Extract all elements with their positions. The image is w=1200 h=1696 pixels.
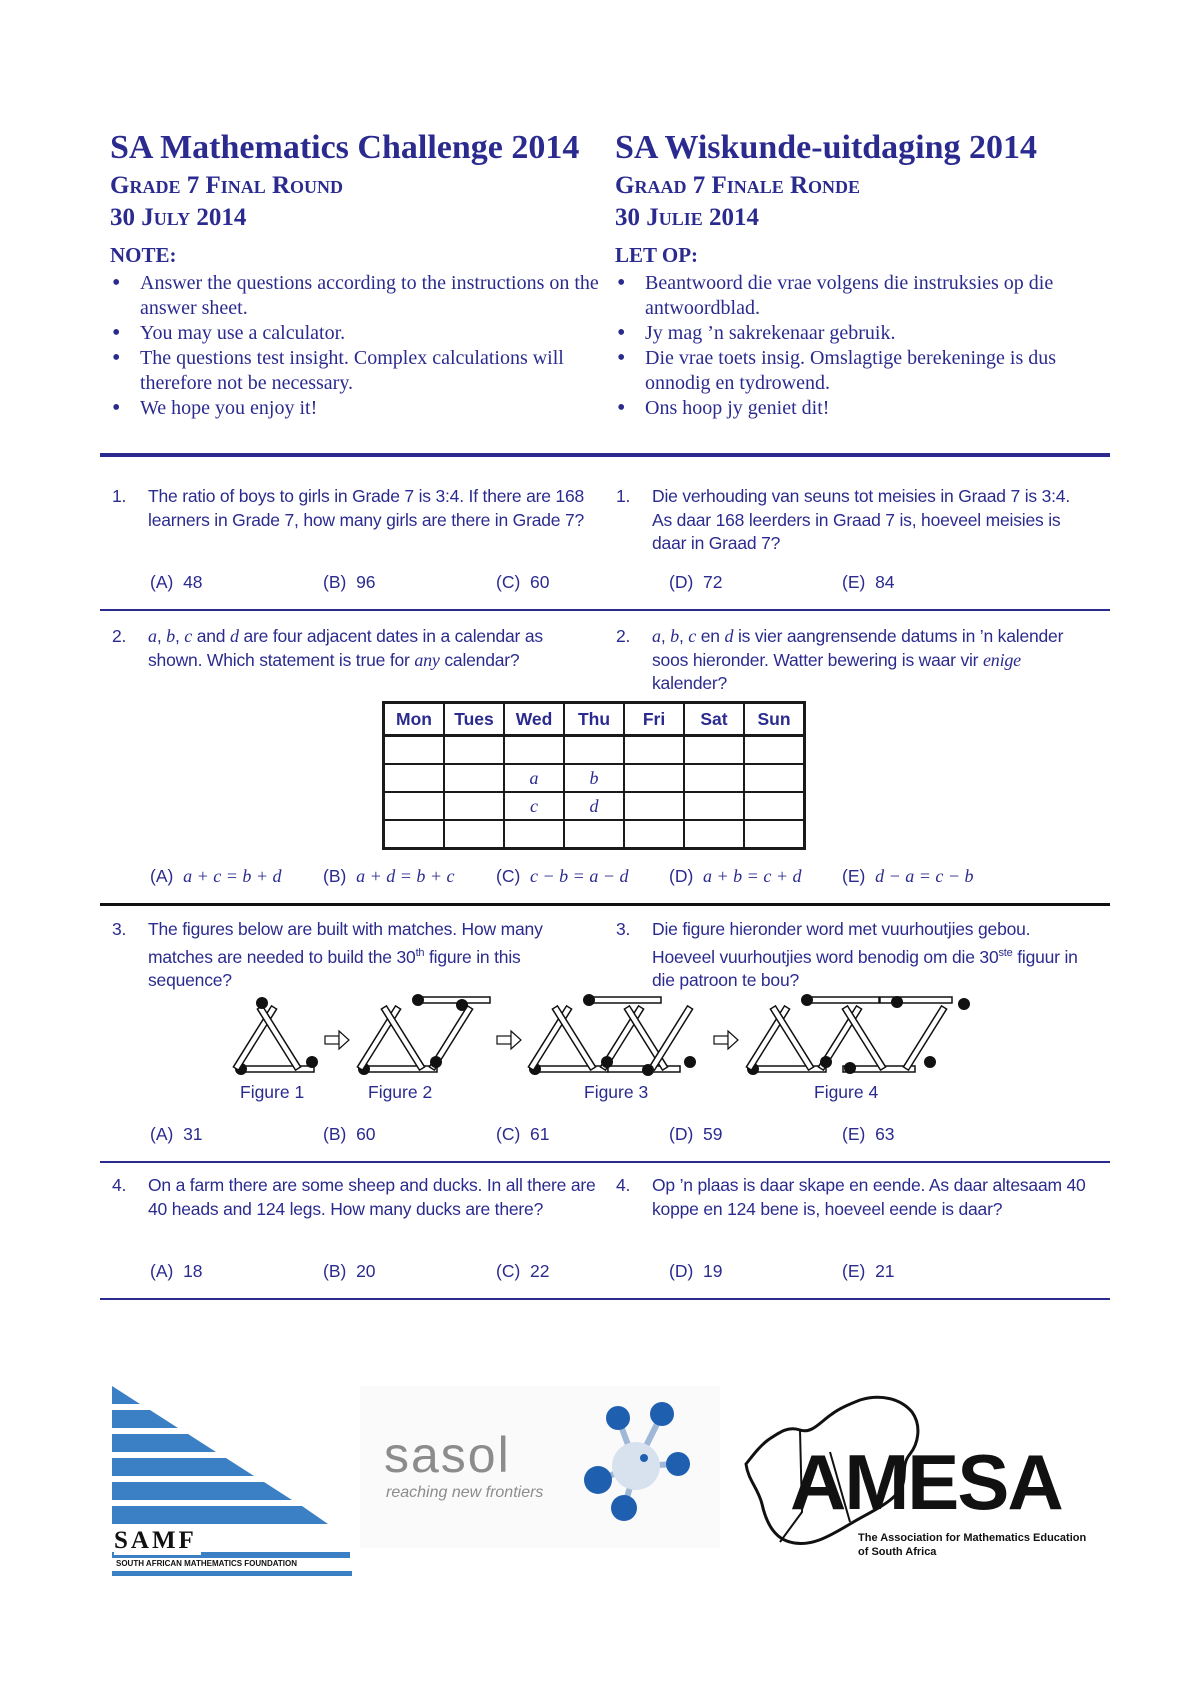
option-value: 19 [703,1261,723,1281]
calendar-header-row [384,703,805,736]
var-b: b [670,626,679,646]
round-afrikaans: Graad 7 Finale Ronde [615,172,861,199]
option-c[interactable] [496,572,550,593]
option-value: 22 [530,1261,550,1281]
option-d[interactable] [669,1261,723,1282]
option-d[interactable] [669,866,801,887]
option-d[interactable] [669,1124,723,1145]
calendar-cell [744,764,805,792]
question-text [616,918,1096,992]
amesa-tagline-2: of South Africa [858,1546,937,1558]
text-part: figuur in die patroon te bou? [652,946,1078,990]
option-label: (C) [496,866,521,886]
figure-2-label: Figure 2 [368,1082,433,1102]
question-3-afrikaans [616,918,1096,992]
amesa-wordmark: AMESA [790,1438,1062,1526]
calendar-cell [624,736,684,765]
calendar-cell [444,736,504,765]
option-e[interactable] [842,572,895,593]
option-value: d − a = c − b [875,866,974,886]
option-b[interactable] [323,1261,376,1282]
calendar-cell [624,820,684,849]
ordinal-suffix: ste [998,946,1013,959]
calendar-cell: b [564,764,624,792]
figure-1-label: Figure 1 [240,1082,305,1102]
var-a: a [148,626,157,646]
question-1-options [150,572,1050,596]
calendar-cell [504,736,564,765]
date-english: 30 July 2014 [110,204,247,231]
title-english: SA Mathematics Challenge 2014 [110,129,580,166]
option-label: (A) [150,1261,174,1281]
question-1-english [112,485,592,532]
arrow-right-icon [497,1031,521,1049]
option-value: 72 [703,572,723,592]
text-part: The figures below are built with matches. How many matches are needed to build the 30 [148,919,543,967]
option-label: (B) [323,1124,347,1144]
question-text: Op ’n plaas is daar skape en eende. As daar altesaam 40 koppe en 124 bene is, hoeveel eende is daar? [652,1175,1086,1219]
calendar-cell [744,736,805,765]
option-a[interactable] [150,866,282,887]
amesa-logo [740,1392,1090,1592]
option-a[interactable] [150,572,203,593]
option-c[interactable] [496,1124,550,1145]
option-c[interactable] [496,866,628,887]
note-item: • We hope you enjoy it! [110,396,600,421]
sasol-logo [360,1386,720,1548]
notes-english [110,271,600,421]
calendar-cell [444,820,504,849]
question-2-options [150,866,1050,890]
option-label: (B) [323,1261,347,1281]
calendar-cell [444,764,504,792]
option-label: (E) [842,572,866,592]
option-label: (E) [842,1124,866,1144]
question-4-afrikaans [616,1174,1106,1221]
option-value: 31 [183,1124,203,1144]
day-header: Wed [504,703,564,736]
option-value: a + c = b + d [183,866,282,886]
calendar-cell [504,820,564,849]
question-number: 1. [616,486,631,506]
samf-tagline: SOUTH AFRICAN MATHEMATICS FOUNDATION [116,1559,298,1568]
option-label: (D) [669,1261,694,1281]
day-header: Fri [624,703,684,736]
calendar-row [384,820,805,849]
day-header: Mon [384,703,445,736]
option-label: (A) [150,1124,174,1144]
question-number: 3. [112,919,127,939]
option-label: (C) [496,1261,521,1281]
question-number: 4. [616,1175,631,1195]
option-value: 60 [356,1124,376,1144]
question-number: 2. [112,626,127,646]
question-divider [100,903,1110,906]
calendar-cell [684,820,744,849]
text-part: , [156,626,167,646]
ordinal-suffix: th [415,946,425,959]
question-3-english [112,918,592,992]
sasol-molecule-icon [578,1396,698,1526]
title-afrikaans: SA Wiskunde-uitdaging 2014 [615,129,1038,166]
option-value: 20 [356,1261,376,1281]
question-1-afrikaans [616,485,1091,556]
option-value: c − b = a − d [530,866,629,886]
calendar-cell [384,820,445,849]
question-4-english [112,1174,597,1221]
note-item: • Answer the questions according to the instructions on the answer sheet. [110,271,600,321]
calendar-cell [684,764,744,792]
text-part: , [660,626,671,646]
option-b[interactable] [323,572,376,593]
calendar-row [384,736,805,765]
matchstick-figures [0,990,1200,1090]
option-e[interactable] [842,1261,895,1282]
calendar-cell [564,736,624,765]
calendar-cell: a [504,764,564,792]
var-c: c [688,626,697,646]
calendar-table [382,701,806,850]
option-c[interactable] [496,1261,550,1282]
calendar-cell [744,820,805,849]
text-part: , [678,626,689,646]
figure-3-drawing [528,994,696,1076]
question-text: On a farm there are some sheep and ducks. In all there are 40 heads and 124 legs. How many ducks are there? [148,1175,596,1219]
text-part: is vier aangrensende datums in ’n kalender soos hieronder. Watter bewering is waar vir [652,626,1064,670]
figure-1-drawing [233,997,318,1075]
figure-4-drawing [746,994,970,1075]
sasol-tagline: reaching new frontiers [386,1484,544,1501]
option-value: a + b = c + d [703,866,802,886]
var-d: d [230,626,239,646]
option-a[interactable] [150,1124,203,1145]
header-english [110,128,600,421]
calendar-cell [384,764,445,792]
option-value: 18 [183,1261,203,1281]
amesa-tagline-1: The Association for Mathematics Education [858,1532,1087,1544]
calendar-cell [384,736,445,765]
figure-4-label: Figure 4 [814,1082,879,1102]
var-a: a [652,626,661,646]
option-value: 63 [875,1124,895,1144]
option-value: 48 [183,572,203,592]
question-number: 2. [616,626,631,646]
var-c: c [184,626,193,646]
question-text: The ratio of boys to girls in Grade 7 is 3:4. If there are 168 learners in Grade 7, how many girls are there in Grade 7? [148,486,585,530]
note-item: • The questions test insight. Complex calculations will therefore not be necessary. [110,346,600,396]
figure-3-label: Figure 3 [584,1082,649,1102]
note-item: • Jy mag ’n sakrekenaar gebruik. [615,321,1080,346]
option-e[interactable] [842,866,974,887]
calendar-row [384,792,805,820]
option-value: 21 [875,1261,895,1281]
day-header: Sun [744,703,805,736]
question-number: 3. [616,919,631,939]
notes-afrikaans [615,271,1080,421]
option-label: (B) [323,866,347,886]
header-afrikaans [615,128,1095,421]
text-part: Die figure hieronder word met vuurhoutjies gebou. Hoeveel vuurhoutjies word benodig om die 30 [652,919,1031,967]
calendar-cell [744,792,805,820]
note-item: • Ons hoop jy geniet dit! [615,396,1080,421]
text-part: and [192,626,231,646]
date-afrikaans: 30 Julie 2014 [615,204,760,231]
arrow-right-icon [714,1031,738,1049]
emphasis: enige [982,649,1021,670]
option-label: (A) [150,866,174,886]
calendar-row [384,764,805,792]
option-value: 84 [875,572,895,592]
option-e[interactable] [842,1124,895,1145]
var-d: d [724,626,734,646]
option-a[interactable] [150,1261,203,1282]
calendar-cell [684,736,744,765]
question-divider [100,1161,1110,1163]
calendar-cell: c [504,792,564,820]
question-2-afrikaans [616,625,1096,696]
option-value: 96 [356,572,376,592]
text-part: en [696,626,725,646]
note-label-afrikaans: LET OP: [615,243,699,267]
question-text [616,625,1096,696]
samf-logo [112,1386,352,1582]
page-end-divider [100,1298,1110,1300]
header-divider [100,453,1110,457]
calendar-cell [564,820,624,849]
text-part: figure in this sequence? [148,946,521,990]
calendar-cell [444,792,504,820]
text-part: kalender? [652,673,728,693]
question-3-options [150,1124,1050,1148]
calendar-table-wrap [382,701,806,850]
note-item: • Beantwoord die vrae volgens die instruksies op die antwoordblad. [615,271,1080,321]
option-value: a + d = b + c [356,866,455,886]
sasol-wordmark: sasol [384,1427,511,1483]
calendar-cell: d [564,792,624,820]
option-label: (D) [669,866,694,886]
calendar-cell [624,792,684,820]
day-header: Tues [444,703,504,736]
figure-2-drawing [357,994,490,1075]
calendar-cell [684,792,744,820]
option-value: 61 [530,1124,550,1144]
question-number: 1. [112,486,127,506]
var-b: b [166,626,175,646]
option-label: (C) [496,572,521,592]
samf-name: SAMF [114,1527,201,1555]
option-label: (E) [842,1261,866,1281]
calendar-cell [624,764,684,792]
calendar-cell [384,792,445,820]
text-part: calendar? [439,649,520,670]
option-d[interactable] [669,572,723,593]
note-item: • You may use a calculator. [110,321,600,346]
text-part: , [174,626,185,646]
question-text [112,918,592,992]
question-number: 4. [112,1175,127,1195]
option-label: (D) [669,572,694,592]
arrow-right-icon [325,1031,349,1049]
option-label: (A) [150,572,174,592]
emphasis: any [414,649,440,670]
option-b[interactable] [323,1124,376,1145]
option-label: (E) [842,866,866,886]
day-header: Thu [564,703,624,736]
round-english: Grade 7 Final Round [110,172,344,199]
day-header: Sat [684,703,744,736]
note-item: • Die vrae toets insig. Omslagtige berekeninge is dus onnodig en tydrowend. [615,346,1080,396]
question-text [112,625,592,672]
option-value: 60 [530,572,550,592]
question-4-options [150,1261,1050,1285]
option-value: 59 [703,1124,723,1144]
question-text: Die verhouding van seuns tot meisies in Graad 7 is 3:4. As daar 168 leerders in Graad 7 is, hoeveel meisies is daar in Graad 7? [652,486,1070,553]
question-divider [100,609,1110,611]
option-label: (B) [323,572,347,592]
question-2-english [112,625,592,672]
text-part: are four adjacent dates in a calendar as shown. Which statement is true for [148,626,543,670]
option-b[interactable] [323,866,455,887]
option-label: (C) [496,1124,521,1144]
option-label: (D) [669,1124,694,1144]
note-label-english: NOTE: [110,243,177,267]
